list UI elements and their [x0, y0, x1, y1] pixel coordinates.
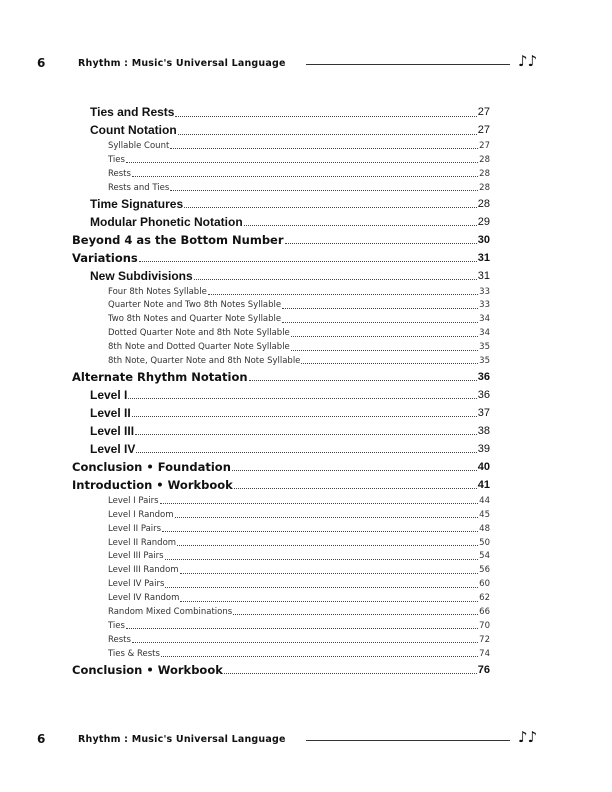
- music-notes-icon: ♪♪: [518, 728, 538, 746]
- page-footer: [0, 730, 612, 750]
- dot-leader: [160, 503, 479, 504]
- dot-leader: [162, 531, 478, 532]
- toc-entry-title: Conclusion • Workbook: [72, 662, 223, 677]
- toc-page-number: 50: [479, 537, 490, 548]
- toc-page-number: 31: [477, 269, 490, 282]
- toc-page-number: 33: [479, 286, 490, 297]
- toc-entry[interactable]: [0, 231, 612, 249]
- dot-leader: [249, 380, 477, 381]
- toc-entry[interactable]: [0, 298, 612, 312]
- dot-leader: [139, 261, 477, 262]
- toc-entry[interactable]: [0, 267, 612, 285]
- dot-leader: [165, 559, 479, 560]
- toc-entry[interactable]: [0, 577, 612, 591]
- toc-entry[interactable]: [0, 121, 612, 139]
- toc-entry[interactable]: [0, 326, 612, 340]
- running-title: Rhythm : Music's Universal Language: [78, 734, 286, 745]
- toc-entry[interactable]: [0, 508, 612, 522]
- toc-entry-title: Time Signatures: [90, 196, 184, 211]
- toc-entry[interactable]: [0, 312, 612, 326]
- toc-entry[interactable]: [0, 633, 612, 647]
- toc-entry-title: Level I Pairs: [108, 495, 159, 506]
- toc-entry-title: Modular Phonetic Notation: [90, 214, 243, 229]
- toc-entry[interactable]: [0, 368, 612, 386]
- dot-leader: [232, 470, 477, 471]
- dot-leader: [180, 601, 478, 602]
- dot-leader: [126, 162, 478, 163]
- toc-page-number: 45: [479, 509, 490, 520]
- dot-leader: [282, 308, 478, 309]
- toc-page-number: 31: [477, 251, 490, 264]
- toc-entry[interactable]: [0, 340, 612, 354]
- toc-page-number: 66: [479, 606, 490, 617]
- toc-page-number: 39: [477, 442, 490, 455]
- toc-page-number: 28: [479, 154, 490, 165]
- page-header: [0, 54, 612, 74]
- dot-leader: [161, 656, 478, 657]
- table-of-contents: [0, 103, 612, 679]
- dot-leader: [135, 434, 477, 435]
- dot-leader: [291, 336, 478, 337]
- toc-page-number: 34: [479, 328, 490, 339]
- running-title: Rhythm : Music's Universal Language: [78, 58, 286, 69]
- footer-rule: [306, 740, 510, 741]
- toc-entry-title: Dotted Quarter Note and 8th Note Syllable: [108, 328, 290, 339]
- toc-page-number: 35: [479, 355, 490, 366]
- dot-leader: [291, 350, 478, 351]
- toc-entry-title: Rests: [108, 634, 131, 645]
- dot-leader: [178, 134, 477, 135]
- toc-entry-title: New Subdivisions: [90, 268, 193, 283]
- toc-entry-title: Beyond 4 as the Bottom Number: [72, 232, 284, 247]
- toc-page-number: 29: [477, 215, 490, 228]
- toc-entry[interactable]: [0, 153, 612, 167]
- toc-entry-title: Quarter Note and Two 8th Notes Syllable: [108, 300, 282, 311]
- toc-page-number: 37: [477, 406, 490, 419]
- dot-leader: [175, 517, 479, 518]
- toc-entry[interactable]: [0, 285, 612, 299]
- toc-page-number: 28: [479, 168, 490, 179]
- toc-entry-title: Syllable Count: [108, 140, 170, 151]
- toc-entry-title: Level II: [90, 405, 131, 420]
- toc-entry[interactable]: [0, 440, 612, 458]
- toc-entry-title: Level II Random: [108, 537, 177, 548]
- toc-entry-title: Level IV Random: [108, 593, 180, 604]
- toc-page-number: 54: [479, 551, 490, 562]
- toc-entry[interactable]: [0, 458, 612, 476]
- toc-page-number: 41: [477, 478, 490, 491]
- toc-page-number: 34: [479, 314, 490, 325]
- toc-entry[interactable]: [0, 619, 612, 633]
- toc-page-number: 70: [479, 620, 490, 631]
- dot-leader: [126, 628, 478, 629]
- toc-page-number: 56: [479, 565, 490, 576]
- dot-leader: [132, 176, 478, 177]
- toc-entry-title: Level III Pairs: [108, 551, 164, 562]
- toc-page-number: 30: [477, 233, 490, 246]
- toc-entry-title: Conclusion • Foundation: [72, 459, 231, 474]
- toc-entry-title: Count Notation: [90, 123, 177, 137]
- toc-entry[interactable]: [0, 536, 612, 550]
- toc-entry-title: Introduction • Workbook: [72, 477, 233, 492]
- toc-entry[interactable]: [0, 476, 612, 494]
- toc-page-number: 48: [479, 523, 490, 534]
- page-number: 6: [37, 732, 46, 746]
- toc-entry[interactable]: [0, 195, 612, 213]
- toc-entry-title: Variations: [72, 250, 138, 265]
- toc-entry-title: Two 8th Notes and Quarter Note Syllable: [108, 314, 282, 325]
- toc-entry[interactable]: [0, 563, 612, 577]
- dot-leader: [208, 294, 478, 295]
- toc-entry-title: Level I: [90, 387, 128, 402]
- dot-leader: [170, 148, 478, 149]
- dot-leader: [285, 243, 477, 244]
- dot-leader: [244, 225, 477, 226]
- page-number: 6: [37, 56, 46, 70]
- header-rule: [306, 64, 510, 65]
- toc-entry[interactable]: [0, 213, 612, 231]
- toc-page-number: 35: [479, 342, 490, 353]
- toc-page-number: 36: [477, 370, 490, 383]
- toc-entry-title: Level IV: [90, 441, 136, 456]
- toc-entry-title: Level I Random: [108, 509, 174, 520]
- toc-entry-title: Level IV Pairs: [108, 579, 165, 590]
- dot-leader: [194, 279, 477, 280]
- toc-entry[interactable]: [0, 167, 612, 181]
- dot-leader: [175, 116, 476, 117]
- toc-page-number: 27: [477, 124, 490, 136]
- toc-entry-title: 8th Note, Quarter Note and 8th Note Syllable: [108, 355, 301, 366]
- toc-page-number: 72: [479, 634, 490, 645]
- dot-leader: [234, 488, 477, 489]
- toc-entry-title: Rests: [108, 168, 131, 179]
- toc-entry[interactable]: [0, 494, 612, 508]
- toc-entry[interactable]: [0, 103, 612, 121]
- toc-entry[interactable]: [0, 181, 612, 195]
- toc-page-number: 38: [477, 424, 490, 437]
- dot-leader: [128, 398, 476, 399]
- toc-entry[interactable]: [0, 605, 612, 619]
- toc-page-number: 76: [477, 663, 490, 676]
- toc-page-number: 28: [479, 182, 490, 193]
- toc-entry-title: Level III Random: [108, 565, 179, 576]
- toc-entry-title: Ties: [108, 154, 125, 165]
- music-notes-icon: ♪♪: [518, 52, 538, 70]
- dot-leader: [301, 363, 478, 364]
- dot-leader: [170, 190, 478, 191]
- toc-entry[interactable]: [0, 386, 612, 404]
- dot-leader: [184, 207, 477, 208]
- dot-leader: [282, 322, 478, 323]
- toc-page-number: 27: [479, 140, 490, 151]
- dot-leader: [180, 573, 479, 574]
- toc-page-number: 27: [477, 106, 490, 118]
- toc-entry[interactable]: [0, 522, 612, 536]
- dot-leader: [177, 545, 478, 546]
- toc-entry[interactable]: [0, 249, 612, 267]
- toc-entry[interactable]: [0, 139, 612, 153]
- dot-leader: [165, 587, 478, 588]
- toc-entry-title: 8th Note and Dotted Quarter Note Syllable: [108, 342, 290, 353]
- toc-entry-title: Level II Pairs: [108, 523, 162, 534]
- toc-entry-title: Ties & Rests: [108, 648, 160, 659]
- toc-page-number: 40: [477, 460, 490, 473]
- toc-page-number: 74: [479, 648, 490, 659]
- toc-entry[interactable]: [0, 404, 612, 422]
- toc-entry[interactable]: [0, 647, 612, 661]
- toc-entry-title: Level III: [90, 423, 135, 438]
- toc-page-number: 36: [477, 388, 490, 401]
- toc-page-number: 28: [477, 197, 490, 210]
- toc-entry[interactable]: [0, 549, 612, 563]
- toc-entry[interactable]: [0, 661, 612, 679]
- toc-entry[interactable]: [0, 354, 612, 368]
- dot-leader: [224, 673, 477, 674]
- toc-page-number: 60: [479, 579, 490, 590]
- toc-page-number: 44: [479, 495, 490, 506]
- toc-page-number: 62: [479, 593, 490, 604]
- dot-leader: [233, 614, 478, 615]
- dot-leader: [132, 642, 478, 643]
- toc-entry-title: Alternate Rhythm Notation: [72, 369, 248, 384]
- toc-entry-title: Four 8th Notes Syllable: [108, 286, 207, 297]
- toc-entry-title: Ties: [108, 620, 125, 631]
- toc-entry-title: Ties and Rests: [90, 105, 175, 119]
- toc-entry-title: Random Mixed Combinations: [108, 606, 233, 617]
- toc-page-number: 33: [479, 300, 490, 311]
- toc-entry[interactable]: [0, 591, 612, 605]
- dot-leader: [132, 416, 477, 417]
- toc-entry[interactable]: [0, 422, 612, 440]
- toc-entry-title: Rests and Ties: [108, 182, 170, 193]
- dot-leader: [136, 452, 476, 453]
